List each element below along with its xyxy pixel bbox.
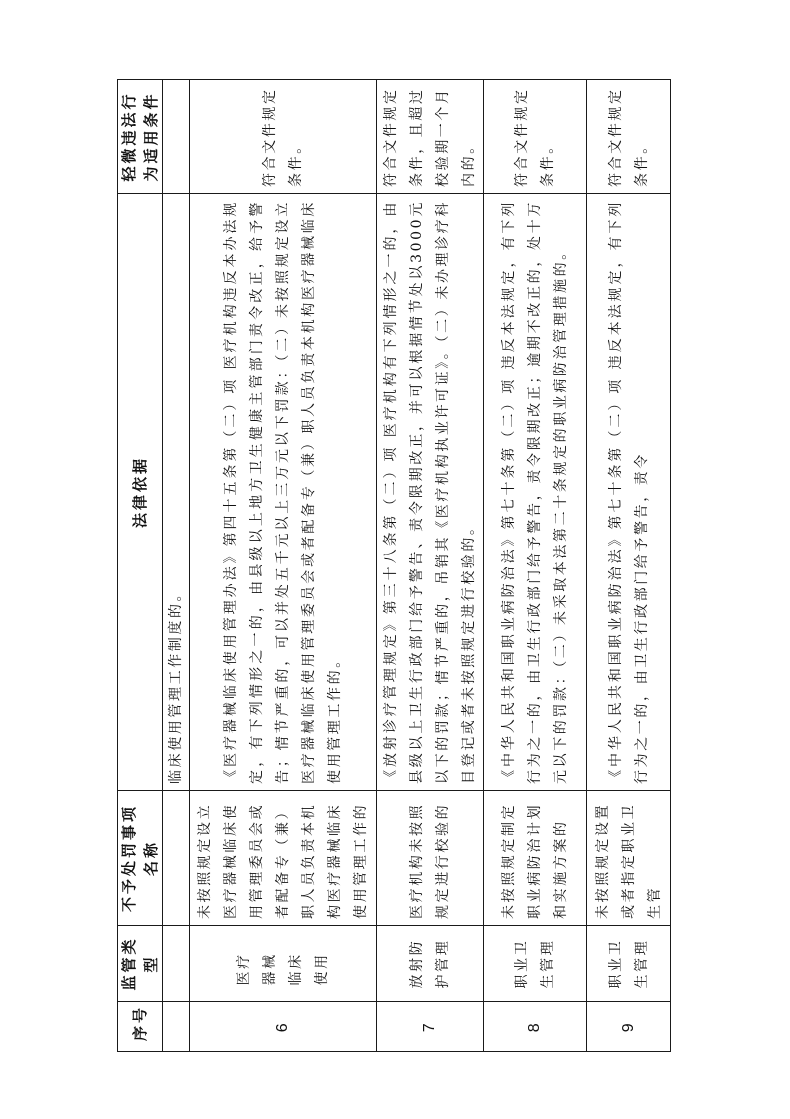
- row-seq: 7: [377, 1002, 484, 1052]
- row-basis: 《医疗器械临床使用管理办法》第四十五条第（二）项 医疗机构违反本办法规定，有下列情形之一的，由县级以上地方卫生健康主管部门责令改正，给予警告；情节严重的，可以并处五千元以上三万元以下罚款：（二）未按照规定设立医疗器械临床使用管理委员会或者配备专（兼）职人员负责本机构医疗器械临床使用管理工作的。: [190, 194, 377, 791]
- continuation-category: [163, 926, 190, 1002]
- header-category: 监管类型: [118, 926, 163, 1002]
- row-basis: 《放射诊疗管理规定》第三十八条第（二）项 医疗机构有下列情形之一的，由县级以上卫生行政部门给予警告、责令限期改正，并可以根据情节处以3000元以下的罚款；情节严重的，吊销其《医疗机构执业许可证》。（二）未办理诊疗科目登记或者未按照规定进行校验的。: [377, 194, 484, 791]
- continuation-item: [163, 791, 190, 926]
- row-category: 职业卫生管理: [484, 926, 587, 1002]
- row-condition: 符合文件规定条件。: [190, 80, 377, 194]
- table-row: [190, 80, 377, 1052]
- row-condition: 符合文件规定条件。: [587, 80, 671, 194]
- row-condition: 符合文件规定条件，且超过校验期一个月内的。: [377, 80, 484, 194]
- row-seq: 9: [587, 1002, 671, 1052]
- row-condition: 符合文件规定条件。: [484, 80, 587, 194]
- row-category: 医疗器械临床使用: [190, 926, 377, 1002]
- header-seq: 序号: [118, 1002, 163, 1052]
- continuation-seq: [163, 1002, 190, 1052]
- row-seq: 8: [484, 1002, 587, 1052]
- row-basis: 《中华人民共和国职业病防治法》第七十条第（二）项 违反本法规定，有下列行为之一的，由卫生行政部门给予警告，责令限期改正；逾期不改正的，处十万元以下的罚款：（二）未采取本法第二十条规定的职业病防治管理措施的。: [484, 194, 587, 791]
- row-item: 未按照规定设立医疗器械临床使用管理委员会或者配备专（兼）职人员负责本机构医疗器械临床使用管理工作的: [190, 791, 377, 926]
- row-category: 放射防护管理: [377, 926, 484, 1002]
- header-basis: 法律依据: [118, 194, 163, 791]
- table-row: [587, 80, 671, 1052]
- row-item: 未按照规定设置或者指定职业卫生管: [587, 791, 671, 926]
- table-row: [377, 80, 484, 1052]
- row-basis: 《中华人民共和国职业病防治法》第七十条第（二）项 违反本法规定，有下列行为之一的，由卫生行政部门给予警告，责令: [587, 194, 671, 791]
- continuation-condition: [163, 80, 190, 194]
- row-seq: 6: [190, 1002, 377, 1052]
- continuation-row: [163, 80, 190, 1052]
- row-category: 职业卫生管理: [587, 926, 671, 1002]
- table-header-row: [118, 80, 163, 1052]
- table-row: [484, 80, 587, 1052]
- header-item: 不予处罚事项名称: [118, 791, 163, 926]
- row-item: 医疗机构未按照规定进行校验的: [377, 791, 484, 926]
- rotated-table-wrapper: [117, 80, 670, 1052]
- header-condition: 轻微违法行为适用条件: [118, 80, 163, 194]
- penalty-exemption-table: [117, 79, 671, 1052]
- continuation-basis: 临床使用管理工作制度的。: [163, 194, 190, 791]
- row-item: 未按照规定制定职业病防治计划和实施方案的: [484, 791, 587, 926]
